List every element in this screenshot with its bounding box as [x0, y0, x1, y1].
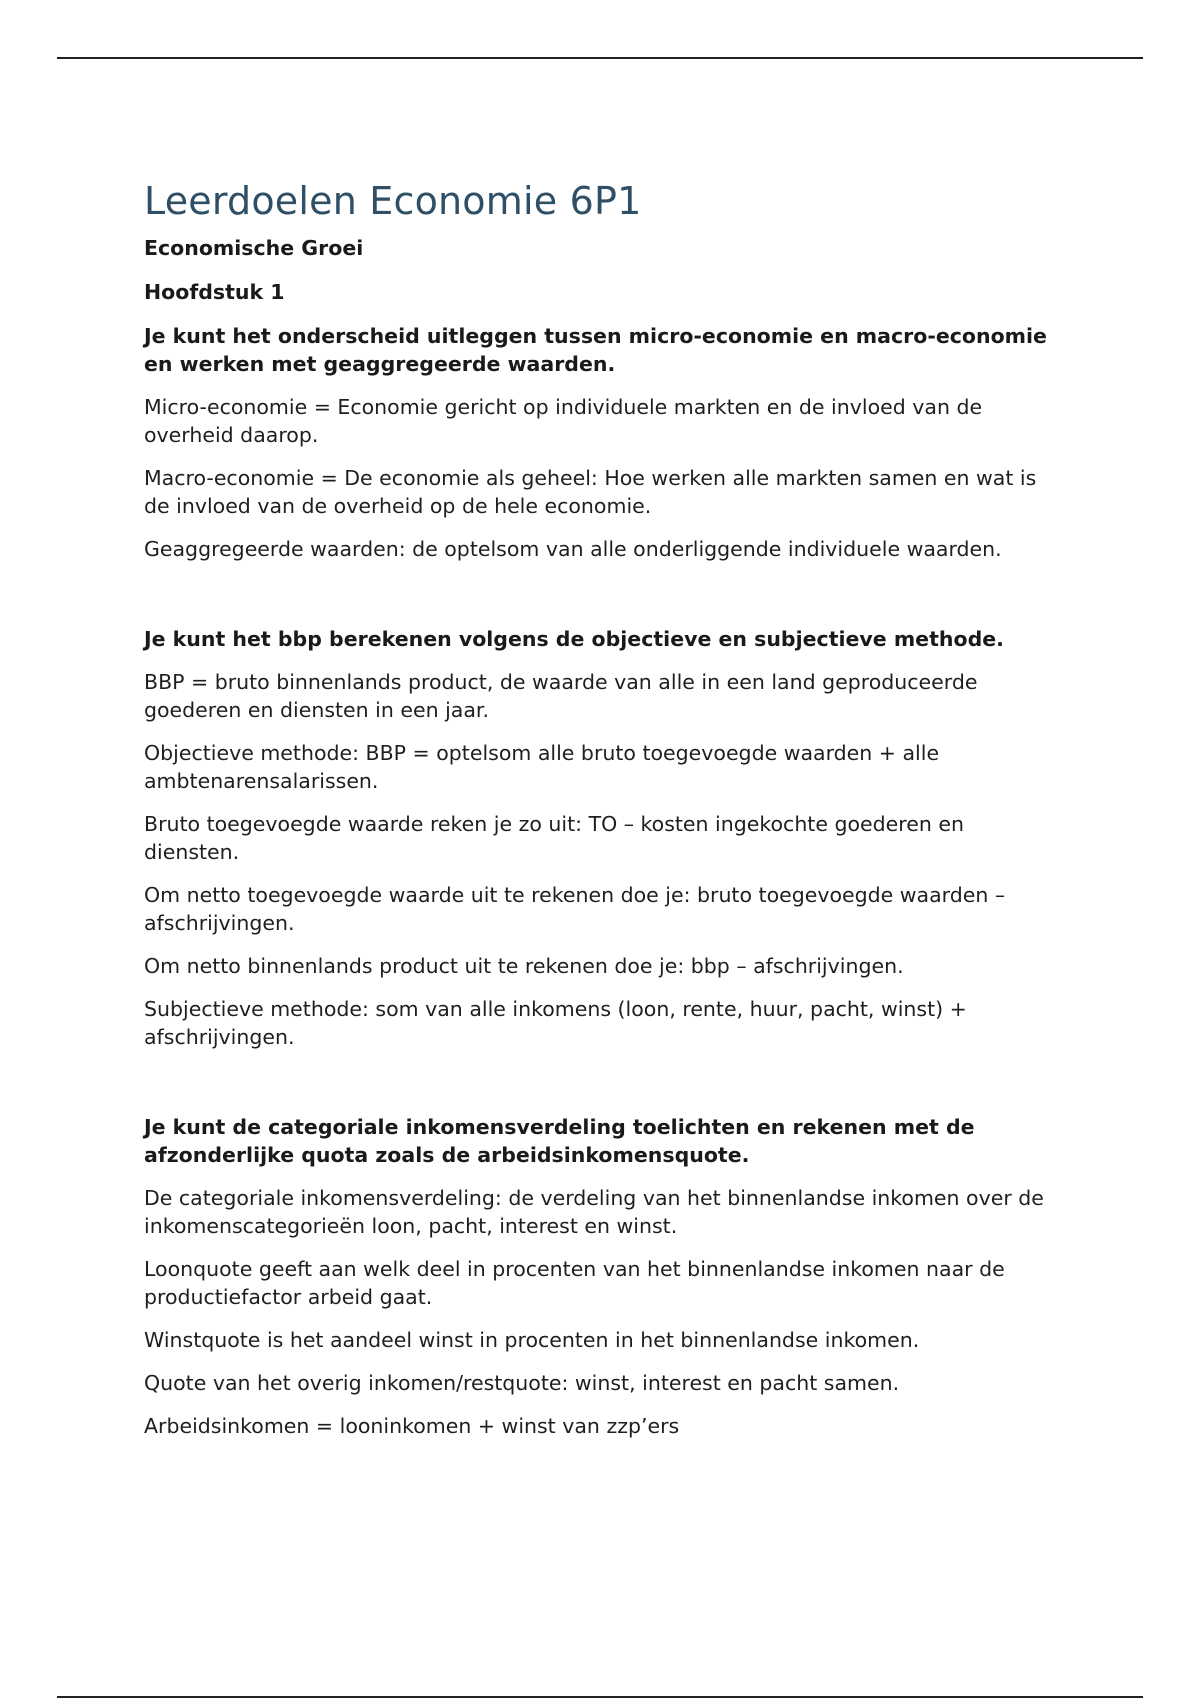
subject-heading: Economische Groei [144, 236, 364, 260]
learning-goal: Je kunt het onderscheid uitleggen tussen micro-economie en macro-economie en werken met geaggregeerde waarden. [144, 324, 1047, 376]
document-body [144, 176, 1064, 1455]
footer-rule [57, 1696, 1143, 1698]
paragraph: BBP = bruto binnenlands product, de waarde van alle in een land geproduceerde goederen en diensten in een jaar. [144, 670, 978, 722]
paragraph: De categoriale inkomensverdeling: de verdeling van het binnenlandse inkomen over de inkomenscategorieën loon, pacht, interest en winst. [144, 1186, 1044, 1238]
chapter-heading: Hoofdstuk 1 [144, 280, 285, 304]
paragraph: Arbeidsinkomen = looninkomen + winst van zzp’ers [144, 1414, 680, 1438]
paragraph: Quote van het overig inkomen/restquote: winst, interest en pacht samen. [144, 1371, 900, 1395]
paragraph: Subjectieve methode: som van alle inkomens (loon, rente, huur, pacht, winst) + afschrijvingen. [144, 997, 967, 1049]
header-rule [57, 57, 1143, 59]
paragraph: Objectieve methode: BBP = optelsom alle bruto toegevoegde waarden + alle ambtenarensalarissen. [144, 741, 940, 793]
section-micro-macro [144, 322, 1064, 563]
paragraph: Geaggregeerde waarden: de optelsom van alle onderliggende individuele waarden. [144, 537, 1002, 561]
paragraph: Om netto toegevoegde waarde uit te rekenen doe je: bruto toegevoegde waarden – afschrijvingen. [144, 883, 1006, 935]
paragraph: Loonquote geeft aan welk deel in procenten van het binnenlandse inkomen naar de productiefactor arbeid gaat. [144, 1257, 1005, 1309]
document-title: Leerdoelen Economie 6P1 [144, 179, 642, 223]
paragraph: Winstquote is het aandeel winst in procenten in het binnenlandse inkomen. [144, 1328, 920, 1352]
section-inkomensverdeling [144, 1113, 1064, 1440]
paragraph: Micro-economie = Economie gericht op individuele markten en de invloed van de overheid daarop. [144, 395, 983, 447]
paragraph: Bruto toegevoegde waarde reken je zo uit: TO – kosten ingekochte goederen en diensten. [144, 812, 964, 864]
paragraph: Macro-economie = De economie als geheel: Hoe werken alle markten samen en wat is de invloed van de overheid op de hele economie. [144, 466, 1037, 518]
learning-goal: Je kunt het bbp berekenen volgens de objectieve en subjectieve methode. [144, 627, 1004, 651]
section-bbp [144, 625, 1064, 1051]
learning-goal: Je kunt de categoriale inkomensverdeling toelichten en rekenen met de afzonderlijke quota zoals de arbeidsinkomensquote. [144, 1115, 975, 1167]
paragraph: Om netto binnenlands product uit te rekenen doe je: bbp – afschrijvingen. [144, 954, 904, 978]
